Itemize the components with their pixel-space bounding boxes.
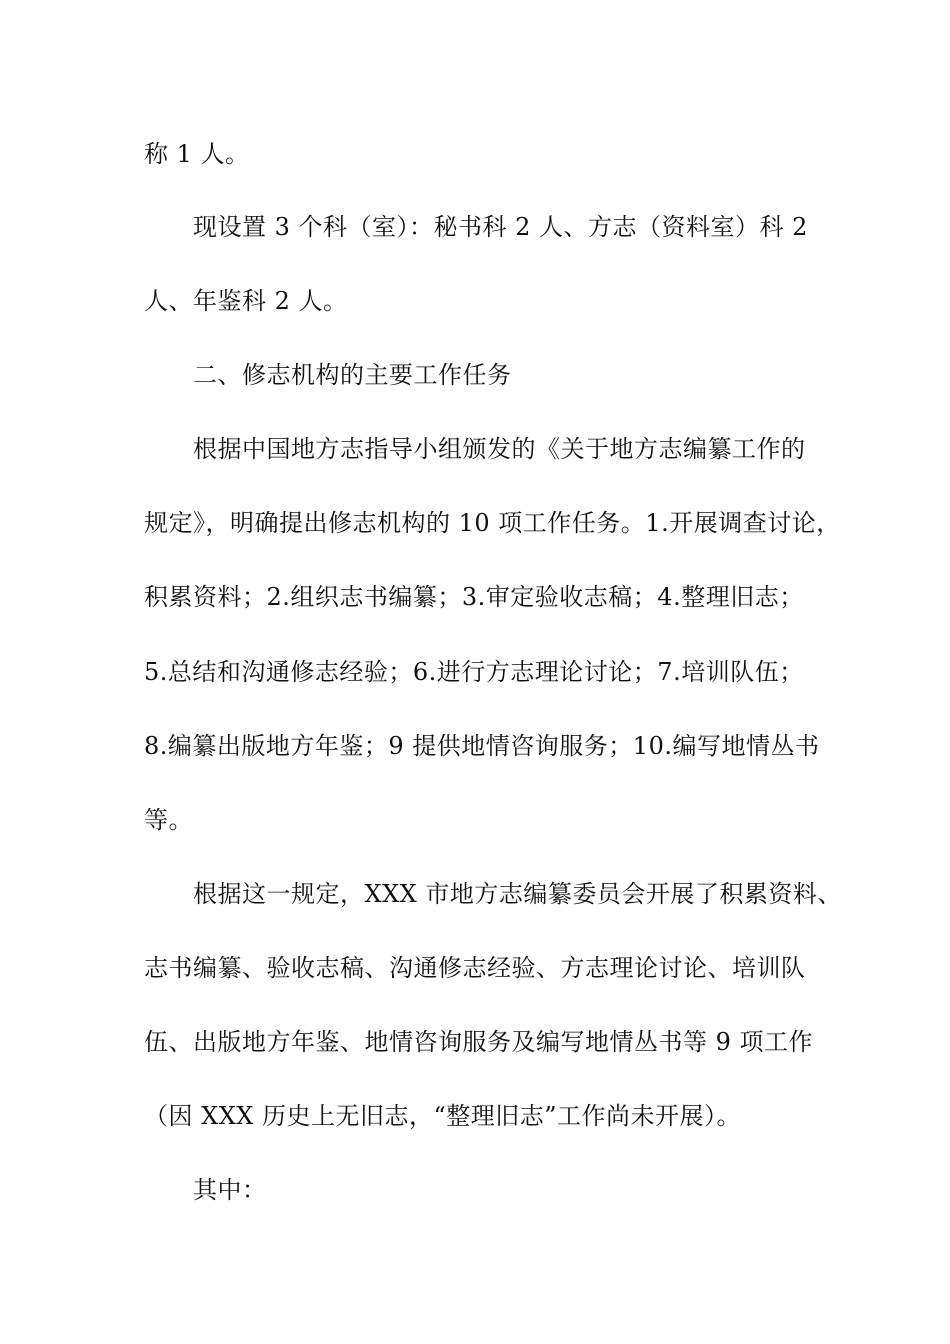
paragraph-line: 称 1 人。	[144, 140, 250, 168]
paragraph-line: 其中：	[193, 1176, 267, 1204]
paragraph-line: 伍、出版地方年鉴、地情咨询服务及编写地情丛书等 9 项工作	[144, 1028, 814, 1056]
paragraph-line: 人、年鉴科 2 人。	[144, 287, 348, 315]
paragraph-line: 5.总结和沟通修志经验；6.进行方志理论讨论；7.培训队伍；	[144, 658, 804, 686]
paragraph-line: 规定》，明确提出修志机构的 10 项工作任务。1.开展调查讨论，	[144, 509, 841, 537]
paragraph-line: （因 XXX 历史上无旧志，“整理旧志”工作尚未开展）。	[144, 1102, 742, 1130]
paragraph-line: 根据这一规定，XXX 市地方志编纂委员会开展了积累资料、	[193, 880, 842, 908]
paragraph-line: 等。	[144, 806, 193, 834]
paragraph-line: 8.编纂出版地方年鉴；9 提供地情咨询服务；10.编写地情丛书	[144, 732, 820, 760]
paragraph-line: 积累资料；2.组织志书编纂；3.审定验收志稿；4.整理旧志；	[144, 583, 804, 611]
paragraph-line: 志书编纂、验收志稿、沟通修志经验、方志理论讨论、培训队	[144, 954, 806, 982]
paragraph-line: 根据中国地方志指导小组颁发的《关于地方志编纂工作的	[193, 435, 806, 463]
section-heading: 二、修志机构的主要工作任务	[193, 361, 512, 389]
paragraph-line: 现设置 3 个科（室）：秘书科 2 人、方志（资料室）科 2	[193, 213, 808, 241]
